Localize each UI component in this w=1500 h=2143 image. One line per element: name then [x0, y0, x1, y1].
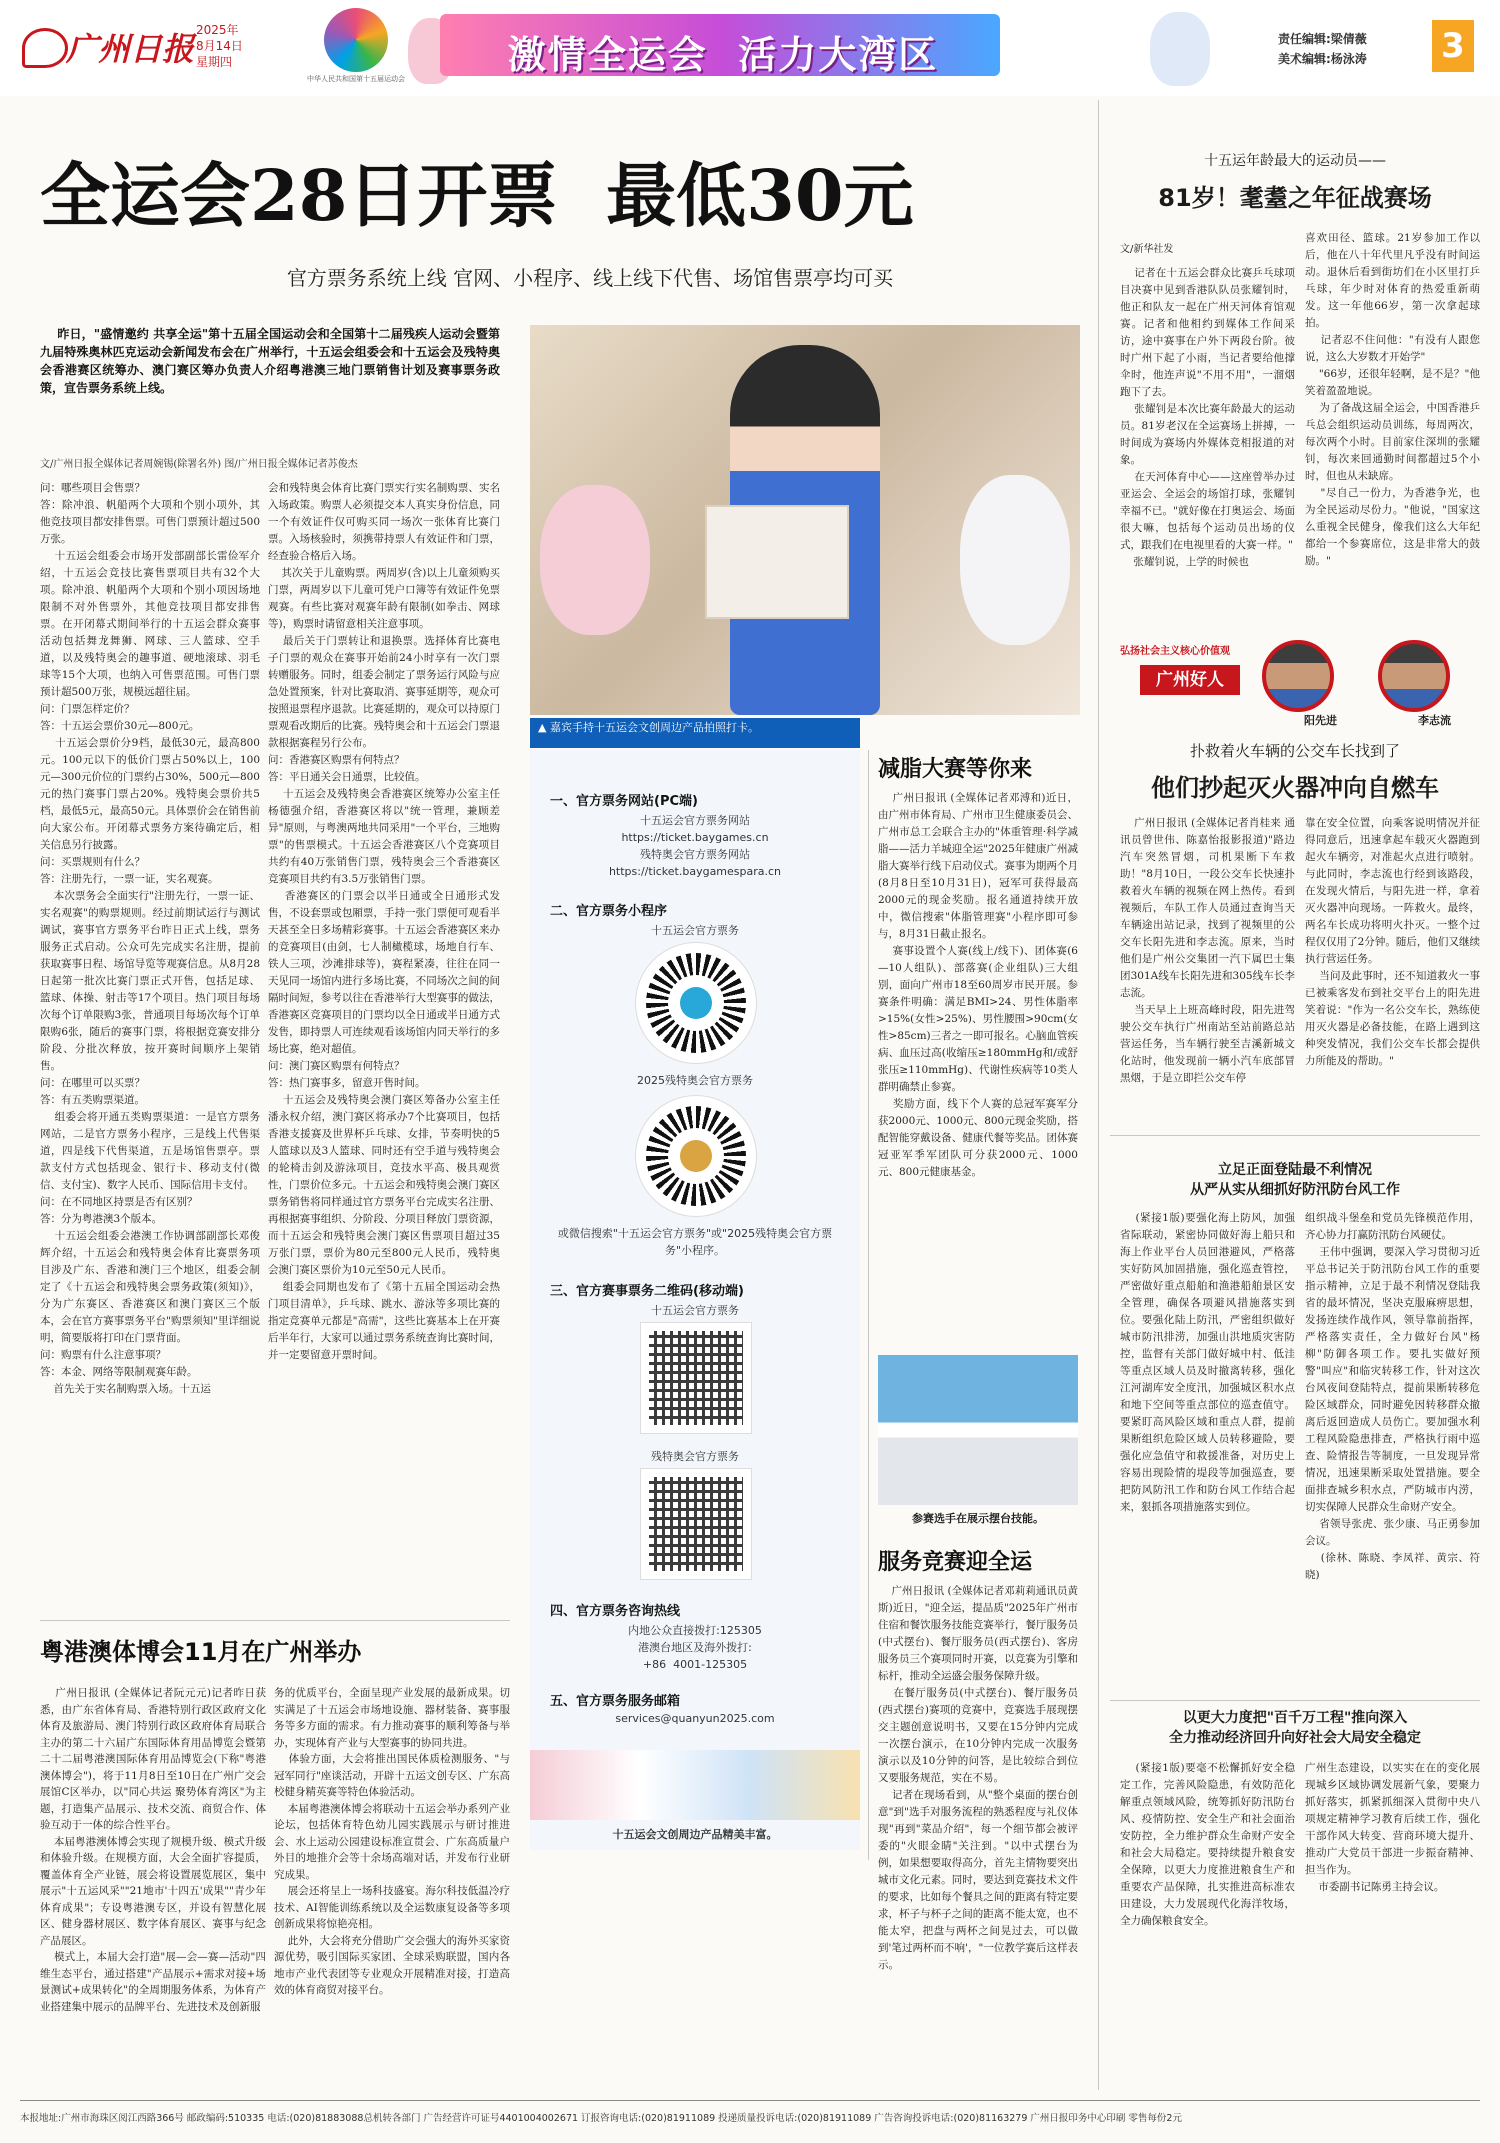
portrait-2-name: 李志流 [1418, 714, 1451, 727]
mascot-icon-right [1150, 12, 1210, 86]
bus-kicker: 扑救着火车辆的公交车长找到了 [1189, 742, 1400, 760]
headline: 全运会28日开票 最低30元 [40, 154, 914, 237]
diet-title: 减脂大赛等你来 [878, 757, 1033, 782]
photo-caption: ▲ 嘉宾手持十五运会文创周边产品拍照打卡。 [530, 718, 860, 748]
safety-title: 以更大力度把"百千万工程"推向深入 全力推动经济回升向好社会大局安全稳定 [1169, 1710, 1421, 1746]
ticket-s3-a: 十五运会官方票务 [651, 1304, 739, 1317]
diet-body: 广州日报讯 (全媒体记者邓溥和)近日，由广州市体育局、广州市卫生健康委员会、广州市总工会联合主办的"体重管理·科学减脂——活力羊城迎全运"2025年健康广州减脂大赛举行线下启动仪式。赛事为期两个月(8月8日至10月31日)，冠军可获得最高2000元的现金奖励。报名通道持续开放中，微信搜索"体脂管理赛"小程序即可参与，8月31日截止报名。 赛事设置个人赛(线上/线下)、团体赛(6—10人组队)、部落赛(企业组队)三大组别，面向广州市18至60周岁市民开展。参赛条件明确：满足BMI>24、男性体脂率>15%(女性>25%)、男性腰围>90cm(女性>85cm)三者之一即可报名。心脑血管疾病、血压过高(收缩压≥180mmHg和/或舒张压≥110mmHg)、代谢性疾病等10类人群明确禁止参赛。 奖励方面，线下个人赛的总冠军赛军分获2000元、1000元、800元现金奖励，搭配智能穿戴设备、健康代餐等奖品。团体赛冠亚军季军团队可分获2000元、1000元、800元健康基金。 [878, 792, 1079, 1178]
athlete-col-2: 喜欢田径、篮球。21岁参加工作以后，他在八十年代里凡乎没有时间运动。退休后看到街坊们在小区里打乒乓球，年少时对体育的热爱重新萌发。这一年他66岁，第一次拿起球拍。 记者忍不住问他："有没有人跟您说，这么大岁数才开始学" "66岁，还很年轻啊，是不是？"他笑着盈盈地说。 为了备战这届全运会，中国香港乒乓总会组织运动员训练，每周两次，每次两个小时。目前家住深圳的张耀钊，每次来回通勤时间都超过5个小时，但也从未缺席。 "尽自己一份力，为香港争光，也为全民运动尽份力。"他说，"国家这么重视全民健身，像我们这么大年纪都给一个参赛席位，这是非常大的鼓励。" [1305, 232, 1481, 567]
ticket-footer: 十五运会文创周边产品精美丰富。 [612, 1828, 778, 1841]
ticket-s2-a: 十五运会官方票务 [651, 924, 739, 937]
banner-text: 激情全运会 活力大湾区 [507, 33, 939, 77]
designer-credit: 美术编辑:杨泳涛 [1278, 52, 1367, 66]
footer-rule [20, 2100, 1480, 2101]
safety-col-1: (紧接1版)要毫不松懈抓好安全稳定工作，完善风险隐患，有效防范化解重点领域风险，统筹抓好防汛防台风、疫情防控、安全生产和社会面治安防控，全力维护群众生命财产安全和社会大局稳定。要持续提升粮食安全保障，以更大力度推进粮食生产和重要农产品保障，扎实推进高标准农田建设，大力发展现代化海洋牧场，全力确保粮食安全。 [1120, 1762, 1295, 1927]
expo-title: 粤港澳体博会11月在广州举办 [40, 1638, 362, 1666]
main-col-2: 会和残特奥会体育比赛门票实行实名制购票、实名入场政策。购票人必须提交本人真实身份信息，同一个有效证件仅可购买同一场次一张体育比赛门票。入场核验时，须携带持票人有效证件和门票，经查验合格后入场。 其次关于儿童购票。两周岁(含)以上儿童须购买门票，两周岁以下儿童可凭户口簿等有效证件免票观赛。有些比赛对观赛年龄有限制(如拳击、网球等)，购票时请留意相关注意事项。 最后关于门票转让和退换票。选择体育比赛电子门票的观众在赛事开始前24小时享有一次门票转赠服务。同时，组委会制定了票务运行风险与应急处置预案，针对比赛取消、赛事延期等，观众可按照退票程序退款。比赛延期的，观众可以持原门票观看改期后的比赛。残特奥会和十五运会门票退款根据赛程另行公布。 问：香港赛区购票有何特点？ 答：平日通关会日通票，比较值。 十五运会及残特奥会香港赛区统筹办公室主任杨德强介绍，香港赛区将以"统一管理，兼顾差异"原则，与粤澳两地共同采用"一个平台，三地购票"的售票模式。十五运会香港赛区八个竞赛项目共约有40万张销售门票，残特奥会三个香港赛区竞赛项目共约有3.5万张销售门票。 香港赛区的门票会以半日通或全日通形式发售，不设套票或包厢票，手持一张门票便可观看半天甚至全日多场精彩赛事。十五运会香港赛区来办的竞赛项目(由剑，七人制橄榄球，场地自行车、铁人三项，沙滩排球等)，赛程紧凑，往往在同一天见同一场馆内进行多场比赛，不同场次之间的间隔时间短，参考以往在香港举行大型赛事的做法，香港赛区竞赛项目的门票均以全日通或半日通方式发售，即持票人可连续观看该场馆内同天举行的多场比赛，绝对超值。 问：澳门赛区购票有何特点？ 答：热门赛事多，留意开售时间。 十五运会及残特奥会澳门赛区筹备办公室主任潘永权介绍，澳门赛区将承办7个比赛项目，包括香港支援赛及世界杯乒乓球、女排，节奏明快的5人篮球以及3人篮球、同时还有空手道与残特奥会的轮椅击剑及游泳项目，竞技水平高、极具观赏性，门票价位多元。十五运会和残特奥会澳门赛区票务销售将同样通过官方票务平台完成实名注册、再根据赛事组织、分阶段、分项目释放门票资源，而十五运会和残特奥会澳门赛区售票项目超过35万张门票，票价为80元至800元人民币，残特奥会澳门赛区票价为10元至50元人民币。 组委会同期也发布了《第十五届全国运动会热门项目清单》，乒乓球、跳水、游泳等多项比赛的指定竞赛单元都是"高需"，这些比赛基本上在开赛后半年行，大家可以通过票务系统查询比赛时间，并一定要留意开票时间。 [268, 482, 501, 1361]
portrait-2 [1378, 640, 1450, 712]
athlete-kicker: 十五运年龄最大的运动员—— [1204, 153, 1386, 169]
service-title: 服务竞赛迎全运 [878, 1550, 1033, 1575]
ticket-info-box [530, 750, 860, 1850]
main-photo [530, 325, 1080, 715]
portrait-1-name: 阳先进 [1304, 714, 1337, 727]
ticket-s2-title: 二、官方票务小程序 [550, 904, 668, 919]
games-logo-icon [324, 8, 388, 72]
good-person-badge: 广州好人 [1140, 665, 1240, 695]
athlete-title: 81岁！耄耋之年征战赛场 [1158, 184, 1432, 212]
service-body: 广州日报讯 (全媒体记者邓莉莉通讯员黄斯)近日，"迎全运，提品质"2025年广州市住宿和餐饮服务技能竞赛举行，餐厅服务员(中式摆台)、餐厅服务员(西式摆台)、客房服务员三个赛项同时开赛，以竞赛为引擎和标杆，推动全运盛会服务保障升级。 在餐厅服务员(中式摆台)、餐厅服务员(西式摆台)赛项的竞赛中，竞赛选手展现摆交主题创意说明书，又要在15分钟内完成一次摆台演示，在10分钟内完成一次服务演示以及10分钟的问答，是比较综合到位又要服务规范，实在不易。 记者在现场看到，从"整个桌面的摆台创意"到"选手对服务流程的熟悉程度与礼仪体现"再到"菜品介绍"，每一个细节都会被评委的"火眼金睛"关注到。"以中式摆台为例，如果想要取得高分，首先主情物要突出城市文化元素。同时，要达到竞赛技术文件的要求，比如每个餐具之间的距离有特定要求，杯子与杯子之间的距离不能太宽，也不能太窄，把盘与两杯之间晃过去，可以做到'笔过两杯而不响'，"一位教学赛后这样表示。 [878, 1585, 1078, 1971]
expo-col-1: 广州日报讯 (全媒体记者阮元元)记者昨日获悉，由广东省体育局、香港特别行政区政府文化体育及旅游局、澳门特别行政区政府体育局联合主办的第二十六届广东国际体育用品博览会暨第二十二届粤港澳国际体育用品博览会(下称"粤港澳体博会")，将于11月8日至10日在广州广交会展馆C区举办，以"同心共运 聚势体育湾区"为主题，打造集产品展示、技术交流、商贸合作、体验互动于一体的综合性平台。 本届粤港澳体博会实现了规模升级、模式升级和体验升级。在规模方面，大会全面扩容提质，覆盖体育全产业链，展会将设置展览展区，集中展示"十五运风采""21地市'十四五'成果""青少年体育成果"；专设粤港澳专区，并设有智慧化展区、健身器材展区、数字体育展区、赛事与纪念产品展区。 模式上，本届大会打造"展—会—赛—活动"四维生态平台，通过搭建"产品展示+需求对接+场景测试+成果转化"的全周期服务体系，为体育产业搭建集中展示的品牌平台、先进技术及创新服 [40, 1687, 266, 2013]
ticket-s5-title: 五、官方票务服务邮箱 [550, 1694, 681, 1709]
service-photo-caption: 参赛选手在展示摆台技能。 [912, 1512, 1044, 1525]
service-photo [878, 1355, 1078, 1505]
masthead [0, 0, 1500, 96]
ticket-s2-b: 2025残特奥会官方票务 [637, 1074, 753, 1087]
editor-credit: 责任编辑:梁倩薇 [1278, 32, 1367, 46]
values-tag: 弘扬社会主义核心价值观 [1120, 646, 1230, 657]
safety-col-2: 广州生态建设，以实实在在的变化展现城乡区域协调发展新气象，要聚力抓好落实，抓紧抓细深入贯彻中央八项规定精神学习教育后续工作，强化干部作风大转变、营商环境大提升、推动广大党员干部进一步振奋精神、担当作为。 市委副书记陈勇主持会议。 [1305, 1762, 1480, 1893]
expo-top-rule [40, 1620, 510, 1621]
ticket-s5-lines: services@quanyun2025.com [615, 1712, 775, 1725]
issue-date: 2025年 8月14日 星期四 [196, 23, 243, 69]
paper-logo-icon [22, 28, 68, 68]
subhead: 官方票务系统上线 官网、小程序、线上线下代售、场馆售票亭均可买 [286, 266, 894, 290]
flood-top-rule [1110, 1135, 1480, 1136]
flood-col-2: 组织战斗堡垒和党员先锋模范作用，齐心协力打赢防汛防台风硬仗。 王伟中强调，要深入学习贯彻习近平总书记关于防汛防台风工作的重要指示精神，立足于最不利情况登陆我省的最坏情况，坚决克服麻痹思想，发扬连续作战作风，领导靠前指挥，严格落实责任，全力做好台风"杨柳"防御各项工作。要扎实做好预警"叫应"和临灾转移工作，针对这次台风夜间登陆特点，提前果断转移危险区域群众，同时避免因转移群众撤离后返回造成人员伤亡。要加强水利工程风险隐患排查，严格执行雨中巡查、险情报告等制度，一旦发现异常情况，迅速果断采取处置措施。要全面排查城乡积水点，严防城市内涝，切实保障人民群众生命财产安全。 省领导张虎、张少康、马正勇参加会议。 (徐林、陈晓、李凤祥、黄宗、符晓) [1305, 1212, 1481, 1581]
miniprogram-code-1[interactable] [635, 942, 757, 1064]
bus-title: 他们抄起灭火器冲向自燃车 [1151, 774, 1439, 802]
product-box [705, 505, 849, 619]
miniprogram-code-2[interactable] [635, 1095, 757, 1217]
athlete-byline: 文/新华社发 [1120, 244, 1174, 255]
bus-col-1: 广州日报讯 (全媒体记者肖桂来 通讯员曾世伟、陈嘉怡报影报道)"路边汽车突然冒烟，司机果断下车救助！"8月10日，一段公交车长快速扑救着火车辆的视频在网上热传。看到视频后，车队工作人员通过查询当天车辆途出站记录，找到了视频里的公交车长阳先进和李志流。原来，当时他们是广州公交集团一汽下属巴士集团301A线车长阳先进和305线车长李志流。 当天早上上班高峰时段，阳先进驾驶公交车执行广州南站至站前路总站营运任务，当车辆行驶至吉溪新城文化站时，他发现前一辆小汽车底部冒黑烟，于是立即拦公交车停 [1120, 817, 1296, 1084]
qr-code-1[interactable] [640, 1322, 752, 1434]
ticket-s3-b: 残特奥会官方票务 [651, 1450, 739, 1463]
products-photo [530, 1750, 860, 1820]
flood-col-1: (紧接1版)要强化海上防风，加强省际联动，紧密协同做好海上船只和海上作业平台人员回港避风，严格落实好防风加固措施，强化巡查管控，严密做好重点船舶和渔港船舶景区安全管理，确保各项避风措施落实到位。要强化陆上防汛，严密组织做好城市防汛排涝，加强山洪地质灾害防控，监督有关部门做好城中村、低洼等重点区域人员及时撤离转移，强化江河湖库安全度汛，加强城区积水点和地下空间等重点部位的巡查值守。要紧盯高风险区域和重点人群，提前果断组织危险区域人员转移避险，要强化应急值守和救援准备，对历史上容易出现险情的堤段等加强巡查，要把防风防汛工作和防台风工作结合起来，狠抓各项措施落实到位。 [1120, 1212, 1295, 1513]
ticket-s2-note: 或微信搜索"十五运会官方票务"或"2025残特奥会官方票务"小程序。 [557, 1227, 833, 1257]
lead-paragraph: 昨日，"盛情邀约 共享全运"第十五届全国运动会和全国第十二届残疾人运动会暨第九届特殊奥林匹克运动会新闻发布会在广州举行，十五运会组委会和十五运会及残特奥会香港赛区统筹办、澳门赛区筹办负责人介绍粤港澳三地门票销售计划及赛事票务政策，宣告票务系统上线。 [40, 327, 500, 395]
ticket-s1-title: 一、官方票务网站(PC端) [550, 794, 698, 809]
flood-title: 立足正面登陆最不利情况 从严从实从细抓好防汛防台风工作 [1190, 1162, 1400, 1198]
games-logo-caption: 中华人民共和国第十五届运动会 [307, 75, 405, 83]
ticket-s4-lines: 内地公众直接拨打:125305 港澳台地区及海外拨打: +86 4001-125305 [628, 1624, 762, 1671]
page-number: 3 [1432, 20, 1474, 72]
paper-name: 广州日报 [66, 30, 195, 68]
byline: 文/广州日报全媒体记者周婉锡(除署名外) 图/广州日报全媒体记者苏俊杰 [40, 459, 358, 470]
mascot-plush-left [540, 485, 650, 635]
portrait-1 [1262, 640, 1334, 712]
ticket-s3-title: 三、官方赛事票务二维码(移动端) [550, 1284, 744, 1299]
bus-col-2: 靠在安全位置，向乘客说明情况并征得同意后，迅速拿起车载灭火器跑到起火车辆旁，对准起火点进行喷射。与此同时，李志流也行经到该路段，在发现火情后，与阳先进一样，拿着灭火器冲向现场。一阵救火。最终，两名车长成功将明火扑灭。一整个过程仅仅用了2分钟。随后，他们又继续执行营运任务。 当问及此事时，还不知道救火一事已被乘客发布到社交平台上的阳先进笑着说："作为一名公交车长，熟练使用灭火器是必备技能，在路上遇到这种突发情况，我们公交车长都会提供力所能及的帮助。" [1305, 817, 1481, 1067]
right-column-rule [1098, 100, 1099, 2090]
main-col-1: 问：哪些项目会售票？ 答：除冲浪、帆船两个大项和个别小项外，其他竞技项目都安排售票。可售门票预计超过500万张。 十五运会组委会市场开发部副部长雷俭军介绍，十五运会竞技比赛售票项目共有32个大项。除冲浪、帆船两个大项和个别小项因场地限制不对外售票外，其他竞技项目都安排售票。在开闭幕式期间举行的十五运会群众赛事活动包括舞龙舞狮、网球、三人篮球、空手道，以及残特奥会的趣事道、硬地滚球、羽毛球等15个大项，也纳入可售票范围。可售门票预计超500万张，规模远超往届。 问：门票怎样定价？ 答：十五运会票价30元—800元。 十五运会票价分9档，最低30元，最高800元。100元以下的低价门票占50%以上，100元—300元价位的门票约占30%，500元—800元的热门赛事门票占20%。残特奥会票价共5档，最低5元，最高50元。具体票价会在销售前向大家公布。开闭幕式票务方案待确定后，相关信息另行披露。 问：买票规则有什么？ 答：注册先行，一票一证，实名观赛。 本次票务会全面实行"注册先行，一票一证、实名观赛"的购票规则。经过前期试运行与测试调试，赛事官方票务平台昨日正式上线，票务服务正式启动。公众可先完成实名注册，提前获取赛事日程、场馆导览等观赛信息。从8月28日起第一批次比赛门票正式开售，包括足球、篮球、体操、射击等17个项目。热门项目每场次每个订单限购3张，普通项目每场次每个订单限购6张，随后的赛事门票，将根据竞赛安排分阶段、分批次释放，按开赛时间顺序上架销售。 问：在哪里可以买票？ 答：有五类购票渠道。 组委会将开通五类购票渠道：一是官方票务网站，二是官方票务小程序，三是线上代售渠道，四是线下代售渠道，五是场馆售票亭。票款支付方式包括现金、银行卡、移动支付(微信、支付宝)、数字人民币、国际信用卡支付。 问：在不同地区持票是否有区别？ 答：分为粤港澳3个版本。 十五运会组委会港澳工作协调部副部长邓俊辉介绍，十五运会和残特奥会体育比赛票务项目涉及广东、香港和澳门三个地区，组委会制定了《十五运会和残特奥会票务政策(须知)》，分为广东赛区、香港赛区和澳门赛区三个版本，会在官方赛事票务平台"购票须知"里详细说明，简要版将打印在门票背面。 问：购票有什么注意事项？ 答：本金、网络等限制观赛年龄。 首先关于实名制购票入场。十五运 [40, 482, 260, 1395]
athlete-col-1: 记者在十五运会群众比赛乒乓球项目决赛中见到香港队队员张耀钊时，他正和队友一起在广州天河体育馆观赛。记者和他相约到媒体工作间采访，途中赛事在户外下两段台阶。彼时广州下起了小雨，当记者要给他撑伞时，他连声说"不用不用"，一溜烟跑下了去。 张耀钊是本次比赛年龄最大的运动员。81岁老汉在全运赛场上拼搏，一时间成为赛场内外媒体竞相报道的对象。 在天河体育中心——这座曾举办过亚运会、全运会的场馆打球，张耀钊幸福不已。"就好像在打奥运会、场面很大嘛，包括每个运动员出场的仪式，跟我们在电视里看的大赛一样。" 张耀钊说，上学的时候也 [1120, 267, 1296, 568]
expo-col-2: 务的优质平台，全面呈现产业发展的最新成果。切实满足了十五运会市场地设施、器材装备、赛事服务等多方面的需求。有力推动赛事的顺利筹备与举办，实现体育产业与大型赛事的协同共进。 体验方面，大会将推出国民体质检测服务、"与冠军同行"座谈活动，开辟十五运文创专区、广东高校健身精英赛等特色体验活动。 本届粤港澳体博会将联动十五运会举办系列产业论坛，包括体育特色幼儿园实践展示与研讨推进会、水上运动公园建设标准宣贯会、广东高质量户外目的地推介会等十余场高端对话，并发布行业研究成果。 展会还将呈上一场科技盛宴。海尔科技低温冷疗技术、AI智能训练系统以及全运数康复设备等多项创新成果将惊艳亮相。 此外，大会将充分借助广交会强大的海外买家资源优势，吸引国际买家团、全球采购联盟，国内各地市产业代表团等专业观众开展精准对接，打造高效的体育商贸对接平台。 [274, 1687, 511, 1996]
footer-info: 本报地址:广州市海珠区阅江西路366号 邮政编码:510335 电话:(020)81883088总机转各部门 广告经营许可证号4401004002671 订报咨询电话:(020)81911089 投递质量投诉电话:(020)81911089 广告咨询投诉电话:(020)81163279 广州日报印务中心印刷 零售每份2元 [20, 2113, 1182, 2124]
qr-code-2[interactable] [640, 1468, 752, 1580]
ticket-s1-lines: 十五运会官方票务网站 https://ticket.baygames.cn 残特奥会官方票务网站 https://ticket.baygamespara.cn [608, 814, 782, 878]
ticket-s4-title: 四、官方票务咨询热线 [550, 1604, 681, 1619]
safety-top-rule [1110, 1700, 1480, 1701]
column-rule [868, 750, 869, 1860]
mascot-plush-right [960, 475, 1070, 645]
